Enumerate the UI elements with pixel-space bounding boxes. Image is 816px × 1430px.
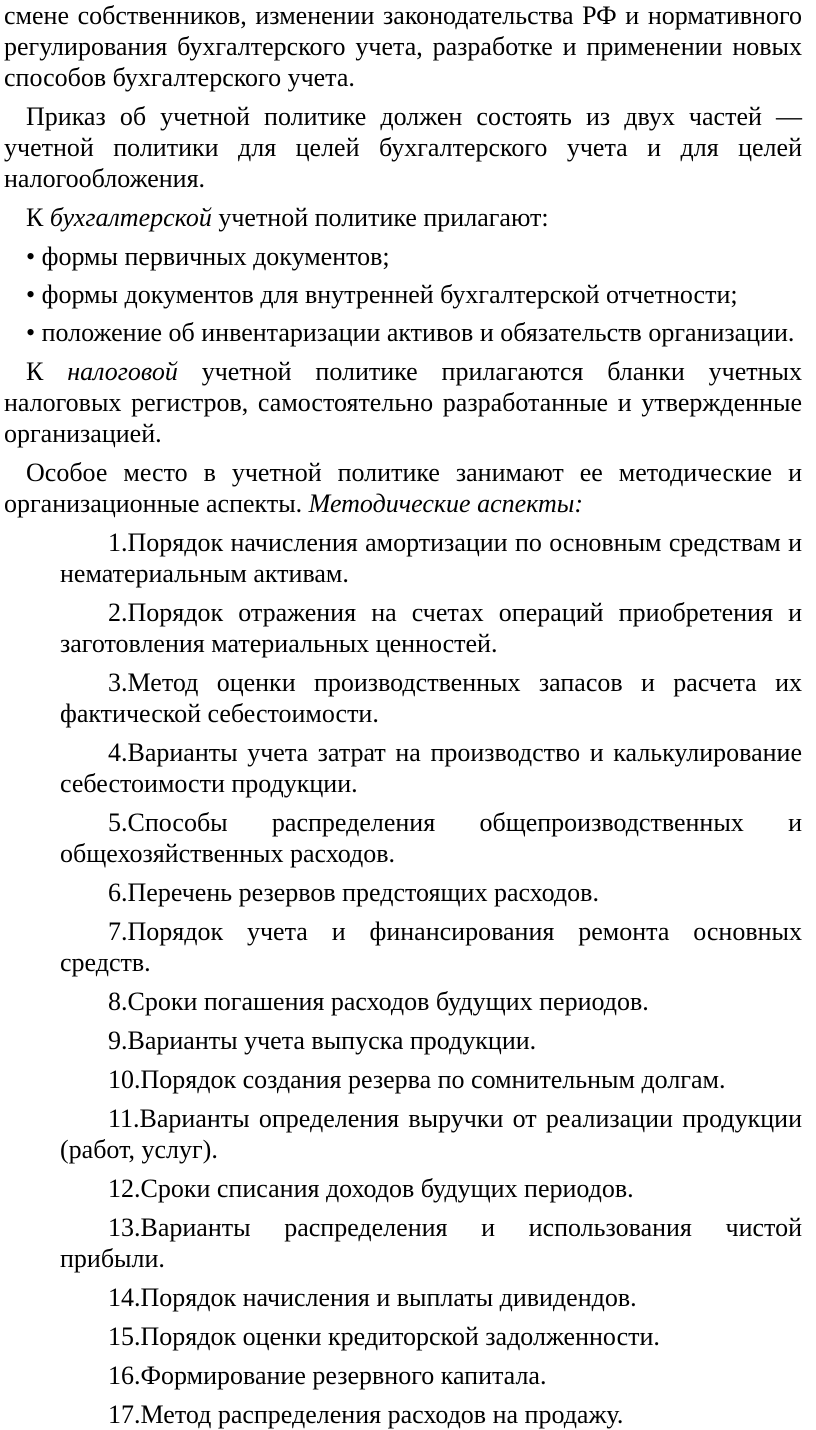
list-item xyxy=(4,986,802,1017)
list-item xyxy=(4,1173,802,1204)
paragraph-tax-attachments xyxy=(4,356,802,449)
list-item-text: Варианты определения выручки от реализации продукции (работ, услуг). xyxy=(60,1104,802,1164)
emphasis-methodical: Методические аспекты: xyxy=(308,489,584,518)
paragraph-accounting-attachments xyxy=(4,202,802,233)
list-item-number: 1. xyxy=(108,528,128,557)
numbered-list xyxy=(4,527,802,1430)
list-item-text: Метод оценки производственных запасов и расчета их фактической себестоимости. xyxy=(60,668,802,728)
list-item-number: 11. xyxy=(108,1104,140,1133)
list-item-number: 15. xyxy=(108,1322,141,1351)
list-item-text: Порядок начисления амортизации по основным средствам и нематериальным активам. xyxy=(60,528,802,588)
list-item xyxy=(4,1321,802,1352)
text-segment: учетной политике прилагают: xyxy=(211,203,549,232)
list-item xyxy=(4,1282,802,1313)
list-item-text: Порядок учета и финансирования ремонта основных средств. xyxy=(60,917,802,977)
emphasis-tax: налоговой xyxy=(67,357,178,386)
list-item-text: Порядок начисления и выплаты дивидендов. xyxy=(140,1283,637,1312)
list-item xyxy=(4,1360,802,1391)
list-item-number: 6. xyxy=(108,878,128,907)
list-item-number: 16. xyxy=(108,1361,141,1390)
list-item xyxy=(4,1064,802,1095)
list-item-text: Варианты учета затрат на производство и калькулирование себестоимости продукции. xyxy=(60,738,802,798)
list-item-text: Варианты распределения и использования чистой прибыли. xyxy=(60,1213,802,1273)
text-segment: Особое место в учетной политике занимают ее методические и организационные аспекты. xyxy=(4,458,802,518)
list-item-number: 5. xyxy=(108,808,128,837)
list-item-text: Метод распределения расходов на продажу. xyxy=(140,1400,624,1429)
list-item-number: 3. xyxy=(108,668,128,697)
list-item xyxy=(4,527,802,589)
paragraph-continuation: смене собственников, изменении законодательства РФ и нормативного регулирования бухгалтерского учета, разработке и применении новых способов бухгалтерского учета. xyxy=(4,1,802,92)
list-item-number: 12. xyxy=(108,1174,141,1203)
list-item-text: Варианты учета выпуска продукции. xyxy=(127,1026,537,1055)
list-item xyxy=(4,916,802,978)
list-item-number: 17. xyxy=(108,1400,141,1429)
list-item-number: 7. xyxy=(108,917,128,946)
list-item-number: 2. xyxy=(108,598,128,627)
list-item-text: Порядок отражения на счетах операций приобретения и заготовления материальных ценностей. xyxy=(60,598,802,658)
text-segment: К xyxy=(26,203,50,232)
list-item-text: Порядок оценки кредиторской задолженности. xyxy=(140,1322,660,1351)
list-item-number: 4. xyxy=(108,738,128,767)
list-item-text: Сроки списания доходов будущих периодов. xyxy=(140,1174,634,1203)
list-item-number: 13. xyxy=(108,1213,141,1242)
bullet-item: • формы документов для внутренней бухгалтерской отчетности; xyxy=(26,280,738,309)
list-item xyxy=(4,667,802,729)
list-item-text: Порядок создания резерва по сомнительным долгам. xyxy=(140,1065,726,1094)
list-item xyxy=(4,737,802,799)
list-item xyxy=(4,1399,802,1430)
list-item xyxy=(4,1025,802,1056)
list-item-text: Сроки погашения расходов будущих периодов. xyxy=(127,987,649,1016)
bullet-item: • положение об инвентаризации активов и обязательств организации. xyxy=(26,318,795,347)
document-page xyxy=(4,0,802,1430)
bullet-item: • формы первичных документов; xyxy=(26,242,390,271)
list-item-number: 10. xyxy=(108,1065,141,1094)
list-item xyxy=(4,877,802,908)
list-item xyxy=(4,807,802,869)
list-item-number: 14. xyxy=(108,1283,141,1312)
paragraph-aspects xyxy=(4,457,802,519)
list-item-text: Способы распределения общепроизводственных и общехозяйственных расходов. xyxy=(60,808,802,868)
list-item-number: 8. xyxy=(108,987,128,1016)
text-segment: учетной политике прилагаются бланки учетных налоговых регистров, самостоятельно разработанные и утвержденные организацией. xyxy=(4,357,802,448)
list-item-text: Формирование резервного капитала. xyxy=(140,1361,547,1390)
paragraph-order-structure: Приказ об учетной политике должен состоять из двух частей — учетной политики для целей бухгалтерского учета и для целей налогообложения. xyxy=(4,102,802,193)
list-item-text: Перечень резервов предстоящих расходов. xyxy=(127,878,599,907)
text-segment: К xyxy=(26,357,68,386)
list-item xyxy=(4,597,802,659)
list-item-number: 9. xyxy=(108,1026,128,1055)
list-item xyxy=(4,1103,802,1165)
emphasis-accounting: бухгалтерской xyxy=(49,203,212,232)
list-item xyxy=(4,1212,802,1274)
